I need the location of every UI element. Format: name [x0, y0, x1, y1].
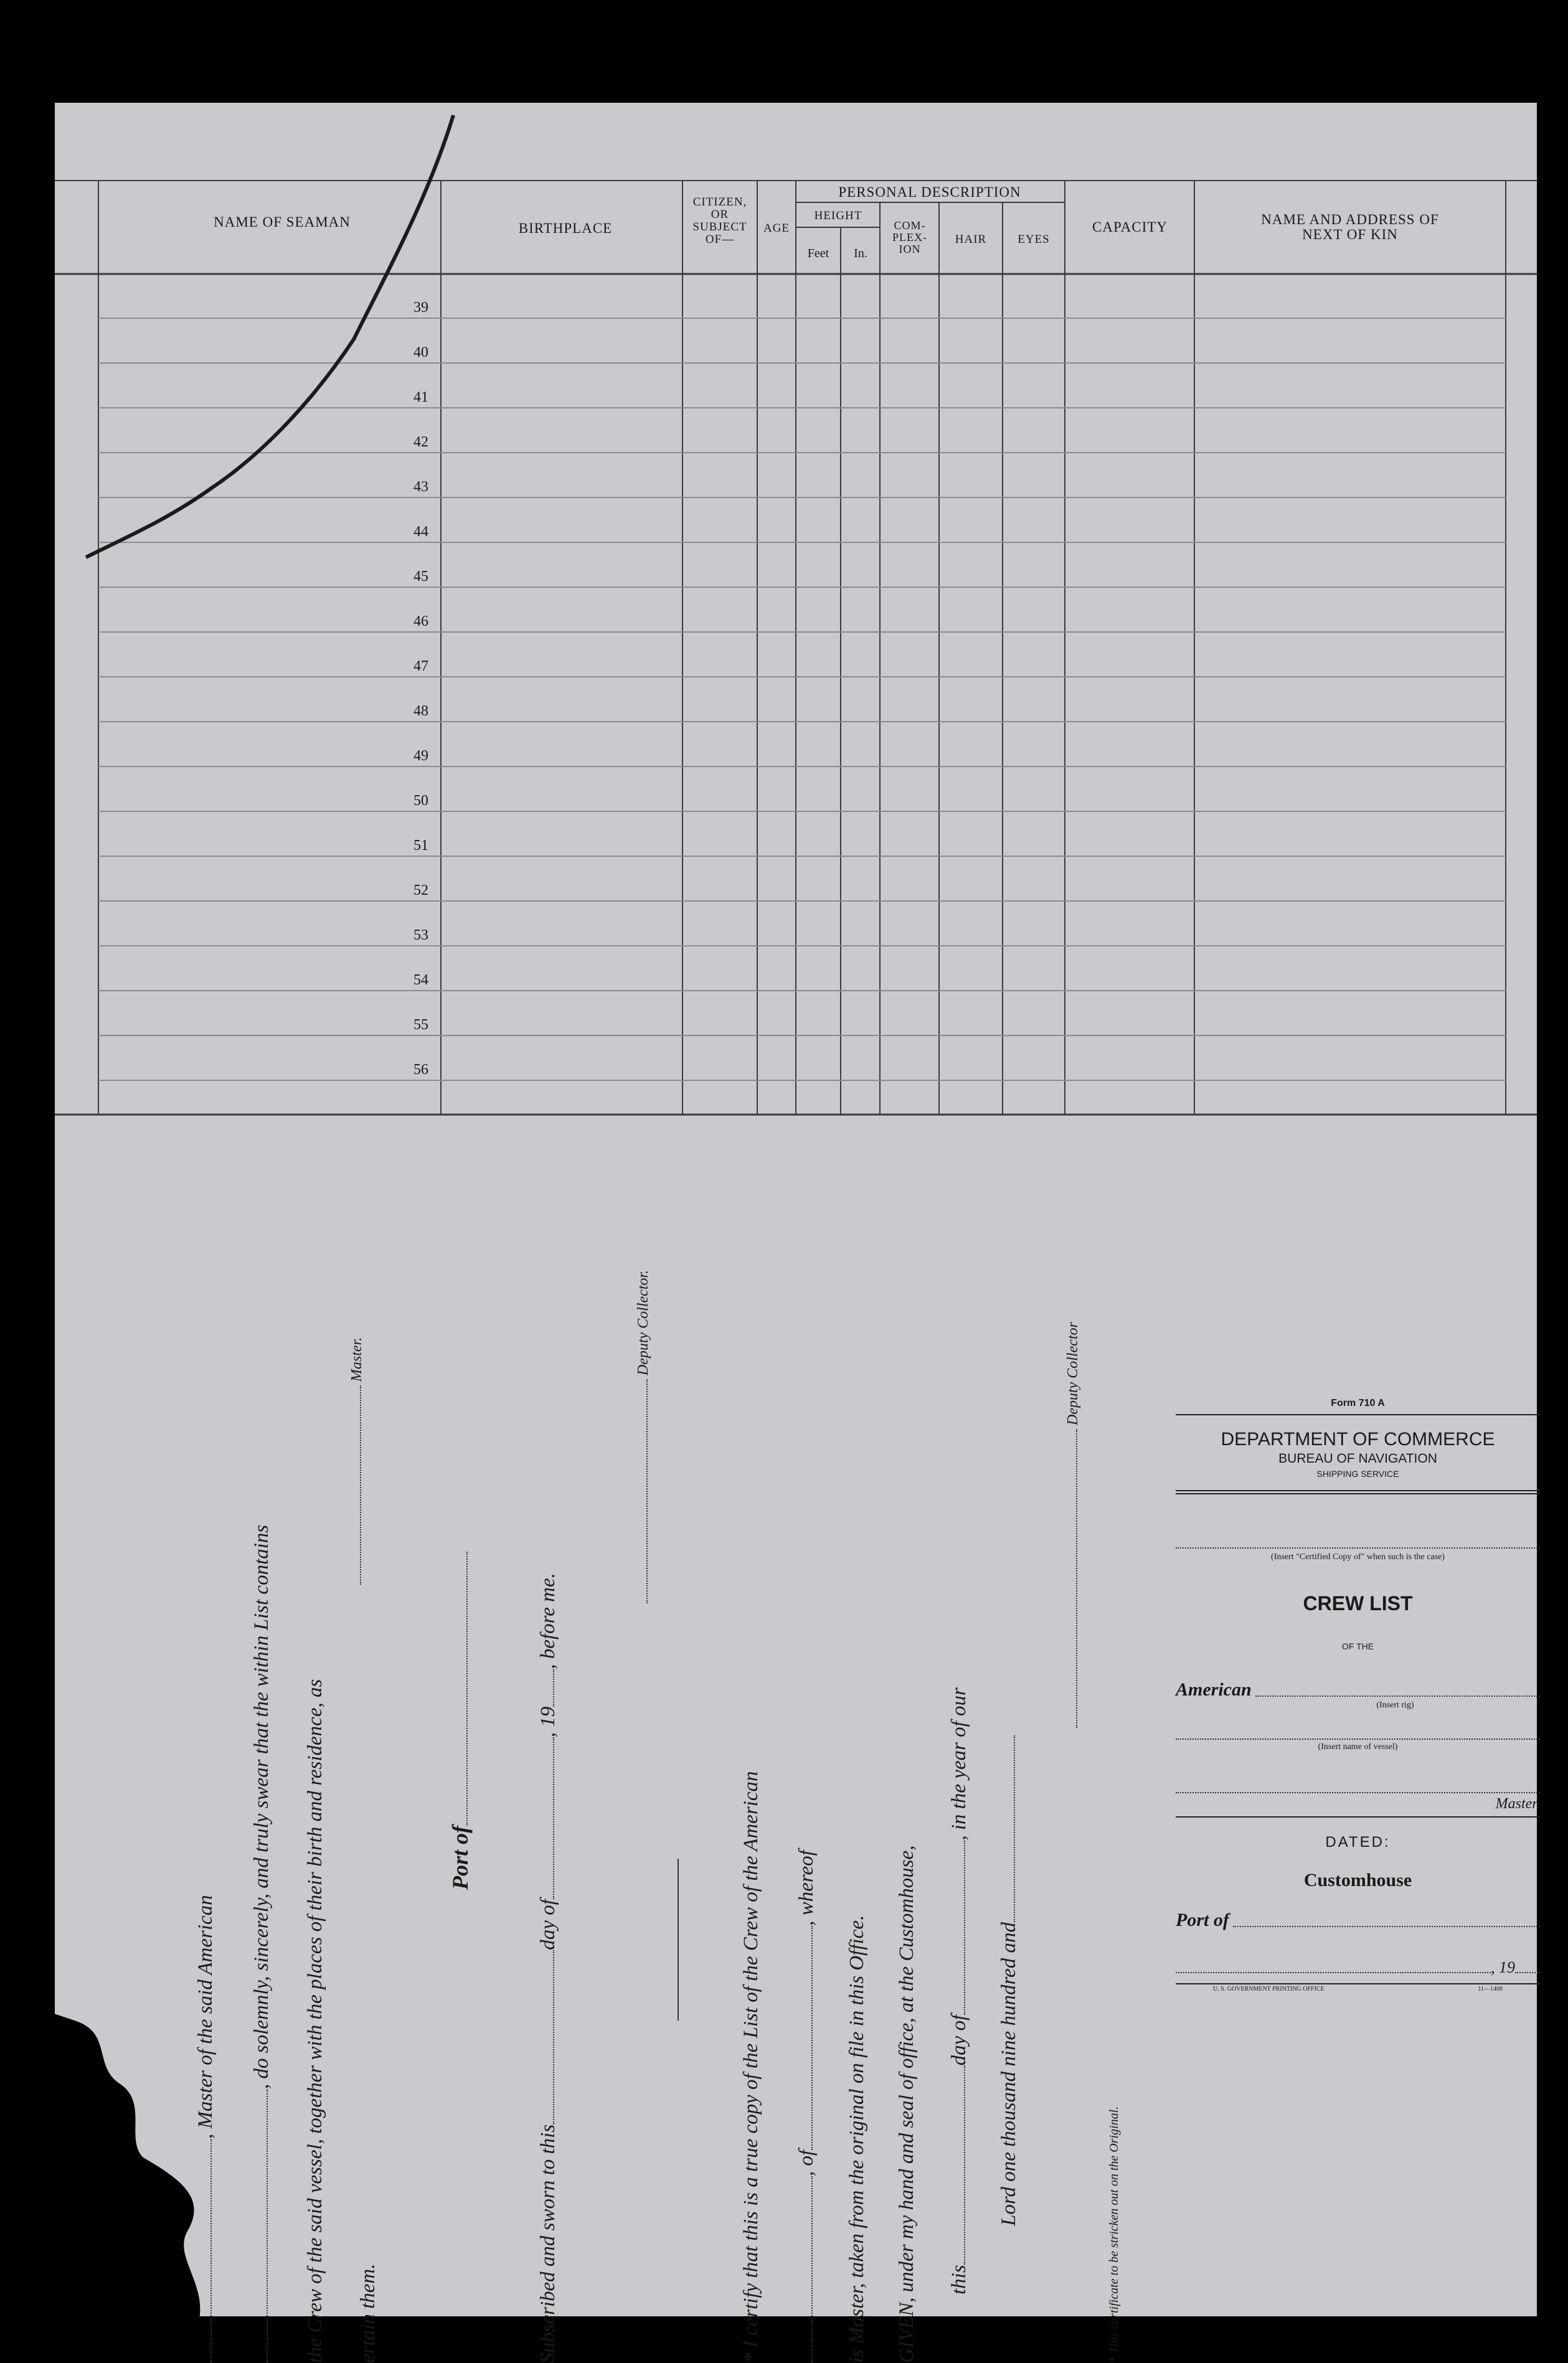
oath-sworn-line: Subscribed and sworn to thisday of, 19, before me. — [534, 1573, 560, 2363]
cert-line-4: GIVEN, under my hand and seal of office, at the Customhouse, — [895, 1845, 918, 2363]
header-capacity: CAPACITY — [1092, 219, 1168, 235]
row-number: 41 — [413, 389, 428, 405]
crew-list-cover — [1176, 1398, 1540, 1993]
oath-master-signature: Master. — [341, 1337, 366, 1585]
oath-line-4: ertain them. — [357, 2263, 379, 2363]
department-title: DEPARTMENT OF COMMERCE — [1221, 1429, 1495, 1450]
row-number: 45 — [413, 568, 428, 585]
row-number: 56 — [413, 1062, 428, 1078]
row-number: 42 — [413, 434, 428, 450]
header-birthplace: BIRTHPLACE — [518, 220, 613, 236]
cover-master-label: Master. — [1495, 1796, 1540, 1812]
header-name-of-seaman: NAME OF SEAMAN — [214, 214, 351, 230]
row-number: 50 — [413, 793, 428, 809]
row-number: 54 — [413, 972, 428, 988]
row-number: 52 — [413, 882, 428, 899]
row-number: 55 — [413, 1017, 428, 1033]
row-number: 46 — [413, 613, 428, 630]
header-feet: Feet — [807, 247, 829, 260]
oath-deputy-collector: Deputy Collector. — [628, 1270, 652, 1603]
bureau-title: BUREAU OF NAVIGATION — [1278, 1451, 1437, 1466]
customhouse-label: Customhouse — [1303, 1870, 1412, 1890]
row-number: 40 — [413, 344, 428, 361]
crew-list-title: CREW LIST — [1303, 1592, 1413, 1615]
row-number: 39 — [413, 300, 428, 316]
header-personal-description: PERSONAL DESCRIPTION — [838, 184, 1021, 200]
cert-line-2: , of, whereof — [793, 1850, 818, 2363]
cert-line-5: thisday of, in the year of our — [945, 1687, 971, 2295]
cover-port-of-field: Port of — [1176, 1910, 1540, 1931]
header-citizen: CITIZEN, OR SUBJECT OF— — [692, 196, 747, 246]
oath-line-2: , do solemnly, sincerely, and truly swear that the within List contains — [248, 1525, 273, 2363]
cert-footnote: * This certificate to be stricken out on the Original. — [1107, 2106, 1121, 2363]
insert-vessel-note: (Insert name of vessel) — [1318, 1742, 1398, 1752]
insert-rig-note: (Insert rig) — [1376, 1700, 1414, 1710]
row-number: 48 — [413, 703, 428, 719]
torn-edge-mark — [80, 103, 478, 576]
oath-line-1: , Master of the said American — [192, 1895, 217, 2363]
header-eyes: EYES — [1018, 233, 1050, 246]
paper-damage — [0, 1996, 311, 2344]
insert-certified-copy-note: (Insert "Certified Copy of" when such is the case) — [1271, 1552, 1445, 1562]
crew-list-sheet — [55, 103, 1540, 2363]
cert-line-3: is Master, taken from the original on file in this Office. — [846, 1915, 868, 2363]
row-number: 43 — [413, 479, 428, 495]
header-complexion: COM- PLEX- ION — [892, 219, 927, 255]
oath-certificate-block — [186, 1267, 1194, 2363]
row-number: 49 — [413, 748, 428, 764]
header-age: AGE — [763, 222, 790, 235]
dated-label: DATED: — [1325, 1834, 1391, 1851]
cert-line-1: * I certify that this is a true copy of the List of the Crew of the American — [740, 1771, 762, 2363]
header-hair: HAIR — [955, 233, 987, 246]
cert-deputy-collector: Deputy Collector — [1057, 1322, 1082, 1728]
cover-year-field: , 19 — [1176, 1958, 1540, 1977]
header-height: HEIGHT — [814, 209, 862, 222]
header-inches: In. — [854, 247, 867, 260]
row-number: 53 — [413, 927, 428, 943]
oath-line-3: the Crew of the said vessel, together with the places of their birth and residence, as — [304, 1679, 326, 2363]
of-the-label: OF THE — [1341, 1641, 1374, 1651]
row-number: 47 — [413, 658, 428, 674]
row-number: 44 — [413, 524, 428, 540]
form-number: Form 710 A — [1331, 1398, 1385, 1408]
row-number: 51 — [413, 837, 428, 854]
printer-imprint: U. S. GOVERNMENT PRINTING OFFICE 11—1408 — [1213, 1986, 1503, 1993]
header-next-of-kin: NAME AND ADDRESS OF NEXT OF KIN — [1261, 212, 1439, 243]
oath-port-of: Port of — [447, 1552, 473, 1890]
service-title: SHIPPING SERVICE — [1316, 1469, 1399, 1479]
cert-line-6: Lord one thousand nine hundred and — [995, 1735, 1021, 2226]
american-rig-field: American — [1176, 1679, 1540, 1700]
divider-rule — [678, 1859, 679, 2021]
